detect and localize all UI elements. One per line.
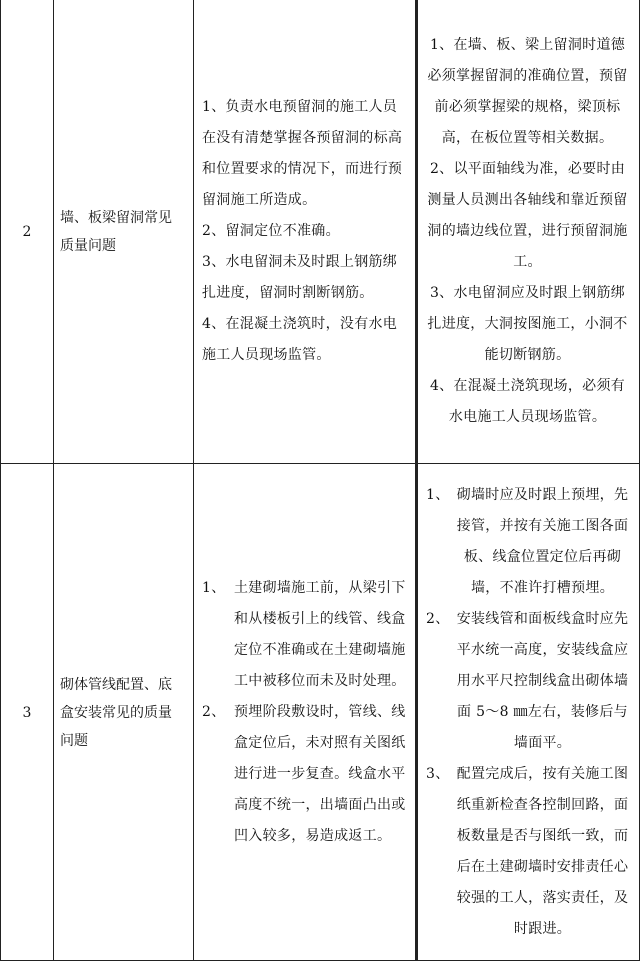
item-text: 配置完成后，按有关施工图纸重新检查各控制回路，面板数量是否与图纸一致，而后在土建砌墙时安排责任心较强的工人，落实责任，及时跟进。 (456, 766, 629, 937)
prevention-item: 2、以平面轴线为准，必要时由测量人员测出各轴线和靠近预留洞的墙边线位置，进行预留洞施工。 (427, 161, 628, 270)
prevention-item: 1、在墙、板、梁上留洞时道德必须掌握留洞的准确位置，预留前必须掌握梁的规格，梁顶标高，在板位置等相关数据。 (427, 37, 628, 146)
item-text: 预埋阶段敷设时，管线、线盒定位后，未对照有关图纸进行进一步复查。线盒水平高度不统一，出墙面凸出或凹入较多，易造成返工。 (234, 704, 406, 844)
item-marker: 3、 (426, 766, 450, 782)
cause-cell (194, 464, 416, 961)
prevention-list (426, 480, 629, 945)
item-marker: 2、 (426, 611, 450, 627)
issue-title: 墙、板梁留洞常见质量问题 (60, 209, 172, 254)
item-text: 安装线管和面板线盒时应先平水统一高度，安装线盒应用水平尺控制线盒出砌体墙面 5～8 ㎜左右，装修后与墙面平。 (456, 611, 629, 751)
item-marker: 1、 (426, 487, 450, 503)
prevention-item: 3、水电留洞应及时跟上钢筋绑扎进度，大洞按图施工，小洞不能切断钢筋。 (427, 285, 628, 363)
prevention-cell (416, 0, 640, 463)
prevention-item (426, 604, 629, 759)
row-number: 3 (22, 704, 32, 721)
cause-list (202, 92, 407, 371)
row-number: 2 (22, 223, 32, 240)
item-text: 砌墙时应及时跟上预埋，先接管，并按有关施工图各面板、线盒位置定位后再砌墙，不准许打槽预埋。 (456, 487, 629, 596)
cause-item: 3、水电留洞未及时跟上钢筋绑扎进度，留洞时割断钢筋。 (202, 254, 398, 301)
cause-cell (194, 0, 416, 463)
table-row (0, 0, 640, 463)
prevention-cell (416, 464, 640, 961)
cause-item: 2、留洞定位不准确。 (202, 223, 340, 239)
issue-title-cell (54, 0, 194, 463)
issue-title-cell (54, 464, 194, 961)
item-marker: 2、 (202, 704, 226, 720)
prevention-item (426, 480, 629, 604)
cause-item: 1、负责水电预留洞的施工人员在没有清楚掌握各预留洞的标高和位置要求的情况下，而进行预留洞施工所造成。 (202, 99, 403, 208)
cause-item (202, 573, 407, 697)
row-number-cell (0, 0, 54, 463)
prevention-item: 4、在混凝土浇筑现场，必须有水电施工人员现场监管。 (429, 378, 626, 425)
cause-item (202, 697, 407, 852)
item-text: 土建砌墙施工前，从梁引下和从楼板引上的线管、线盒定位不准确或在土建砌墙施工中被移位而未及时处理。 (234, 580, 406, 689)
cause-item: 4、在混凝土浇筑时，没有水电施工人员现场监管。 (202, 316, 398, 363)
row-number-cell (0, 464, 54, 961)
prevention-item (426, 759, 629, 945)
prevention-list (426, 30, 629, 433)
cause-list (202, 573, 407, 852)
item-marker: 1、 (202, 580, 226, 596)
table-row (0, 463, 640, 961)
issue-title: 砌体管线配置、底盒安装常见的质量问题 (60, 676, 172, 749)
